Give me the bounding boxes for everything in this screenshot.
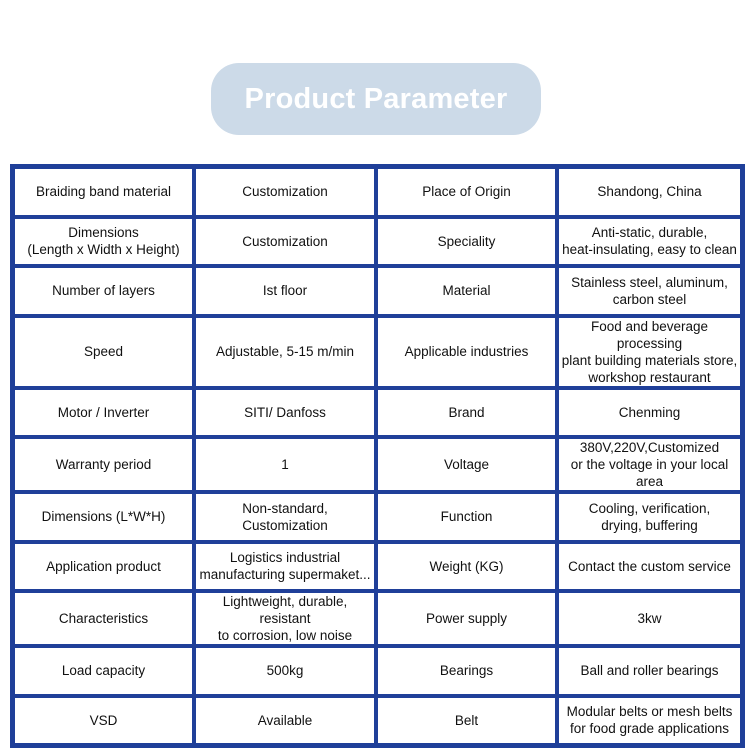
- parameter-value-cell: [557, 316, 742, 388]
- parameter-value: Ball and roller bearings: [580, 663, 719, 679]
- parameter-value-cell: [194, 266, 376, 316]
- parameter-value: Customization: [242, 184, 328, 200]
- parameter-label: VSD: [89, 712, 118, 728]
- parameter-label-cell: [376, 316, 557, 388]
- parameter-label: Application product: [46, 558, 161, 574]
- parameter-value-cell: [194, 542, 376, 592]
- parameter-value-cell: [194, 591, 376, 646]
- parameter-value: Chenming: [618, 404, 681, 420]
- table-row: [13, 437, 742, 492]
- parameter-label-cell: [13, 492, 194, 542]
- parameter-label: Warranty period: [55, 457, 152, 472]
- parameter-label-cell: [13, 591, 194, 646]
- parameter-label: Number of layers: [52, 283, 155, 299]
- parameter-label: Speciality: [437, 233, 496, 249]
- parameter-value: Customization: [242, 233, 328, 249]
- parameter-label-cell: [13, 388, 194, 438]
- table-row: [13, 167, 742, 217]
- parameter-label: Bearings: [439, 663, 494, 679]
- parameter-value: Stainless steel, aluminum, carbon steel: [571, 274, 728, 307]
- table-row: [13, 492, 742, 542]
- parameter-value: Cooling, verification, drying, buffering: [588, 500, 711, 533]
- parameter-label: Weight (KG): [429, 558, 504, 574]
- parameter-label: Voltage: [443, 457, 490, 472]
- parameter-label-cell: [376, 167, 557, 217]
- parameter-value: Contact the custom service: [568, 558, 731, 574]
- table-row: [13, 217, 742, 267]
- parameter-label: Braiding band material: [35, 184, 172, 200]
- parameter-value: Anti-static, durable, heat-insulating, easy to clean: [562, 225, 737, 258]
- parameter-value-cell: [194, 492, 376, 542]
- parameter-label-cell: [13, 696, 194, 746]
- parameter-value-cell: [194, 646, 376, 696]
- parameter-value-cell: [557, 266, 742, 316]
- parameter-value-cell: [194, 167, 376, 217]
- parameter-label-cell: [13, 167, 194, 217]
- parameter-value-cell: [557, 696, 742, 746]
- parameter-label: Belt: [454, 712, 479, 728]
- parameter-label: Dimensions (Length x Width x Height): [27, 225, 180, 258]
- parameter-label-cell: [376, 492, 557, 542]
- parameter-value-cell: [557, 591, 742, 646]
- table-row: [13, 542, 742, 592]
- parameter-value: Logistics industrial manufacturing supermaket...: [199, 550, 371, 583]
- parameter-value-cell: [194, 316, 376, 388]
- parameter-label-cell: [376, 646, 557, 696]
- table-row: [13, 696, 742, 746]
- parameter-value-cell: [557, 437, 742, 492]
- parameter-label: Dimensions (L*W*H): [41, 509, 166, 525]
- parameter-label-cell: [13, 266, 194, 316]
- parameter-value-cell: [557, 217, 742, 267]
- parameter-label: Characteristics: [58, 611, 149, 626]
- parameter-value-cell: [557, 167, 742, 217]
- parameter-label: Motor / Inverter: [57, 404, 150, 420]
- parameter-label-cell: [13, 217, 194, 267]
- parameter-value: 1: [281, 457, 289, 472]
- table-row: [13, 266, 742, 316]
- parameter-label-cell: [376, 266, 557, 316]
- parameter-value-cell: [194, 696, 376, 746]
- parameter-value: Adjustable, 5-15 m/min: [215, 344, 355, 359]
- parameter-label-cell: [376, 591, 557, 646]
- parameter-value: Food and beverage processing plant building materials store, workshop restaurant: [561, 318, 738, 385]
- parameter-label: Brand: [448, 404, 485, 420]
- parameter-value: Available: [257, 712, 313, 728]
- table-row: [13, 316, 742, 388]
- table-row: [13, 646, 742, 696]
- table-row: [13, 591, 742, 646]
- parameter-label-cell: [13, 542, 194, 592]
- parameter-value-cell: [557, 646, 742, 696]
- parameter-label: Function: [440, 509, 493, 525]
- parameter-value: 380V,220V,Customized or the voltage in your local area: [570, 440, 729, 489]
- parameter-value: 500kg: [266, 663, 304, 679]
- parameter-label-cell: [376, 542, 557, 592]
- parameter-label: Applicable industries: [404, 344, 529, 359]
- parameter-label: Material: [442, 283, 491, 299]
- parameter-value-cell: [557, 388, 742, 438]
- parameter-value: Lightweight, durable, resistant to corrosion, low noise: [217, 594, 353, 643]
- parameter-label-cell: [13, 316, 194, 388]
- parameter-label-cell: [376, 437, 557, 492]
- parameter-value: Ist floor: [262, 283, 308, 299]
- parameter-value-cell: [194, 388, 376, 438]
- page-title: Product Parameter: [211, 63, 541, 135]
- parameter-label-cell: [376, 388, 557, 438]
- parameter-value-cell: [557, 542, 742, 592]
- parameter-label-cell: [13, 646, 194, 696]
- parameter-label-cell: [376, 696, 557, 746]
- parameter-label-cell: [13, 437, 194, 492]
- parameter-value-cell: [557, 492, 742, 542]
- parameter-value: SITI/ Danfoss: [244, 404, 326, 420]
- parameter-value-cell: [194, 217, 376, 267]
- parameter-label-cell: [376, 217, 557, 267]
- parameter-value: Modular belts or mesh belts for food grade applications: [566, 704, 733, 737]
- parameter-table: [10, 164, 745, 748]
- parameter-value: Shandong, China: [597, 184, 702, 200]
- parameter-value: Non-standard, Customization: [242, 500, 328, 533]
- parameter-value-cell: [194, 437, 376, 492]
- parameter-label: Place of Origin: [422, 184, 511, 200]
- parameter-label: Load capacity: [61, 663, 146, 679]
- parameter-label: Power supply: [425, 611, 508, 626]
- parameter-label: Speed: [83, 344, 124, 359]
- table-row: [13, 388, 742, 438]
- parameter-value: 3kw: [637, 611, 662, 626]
